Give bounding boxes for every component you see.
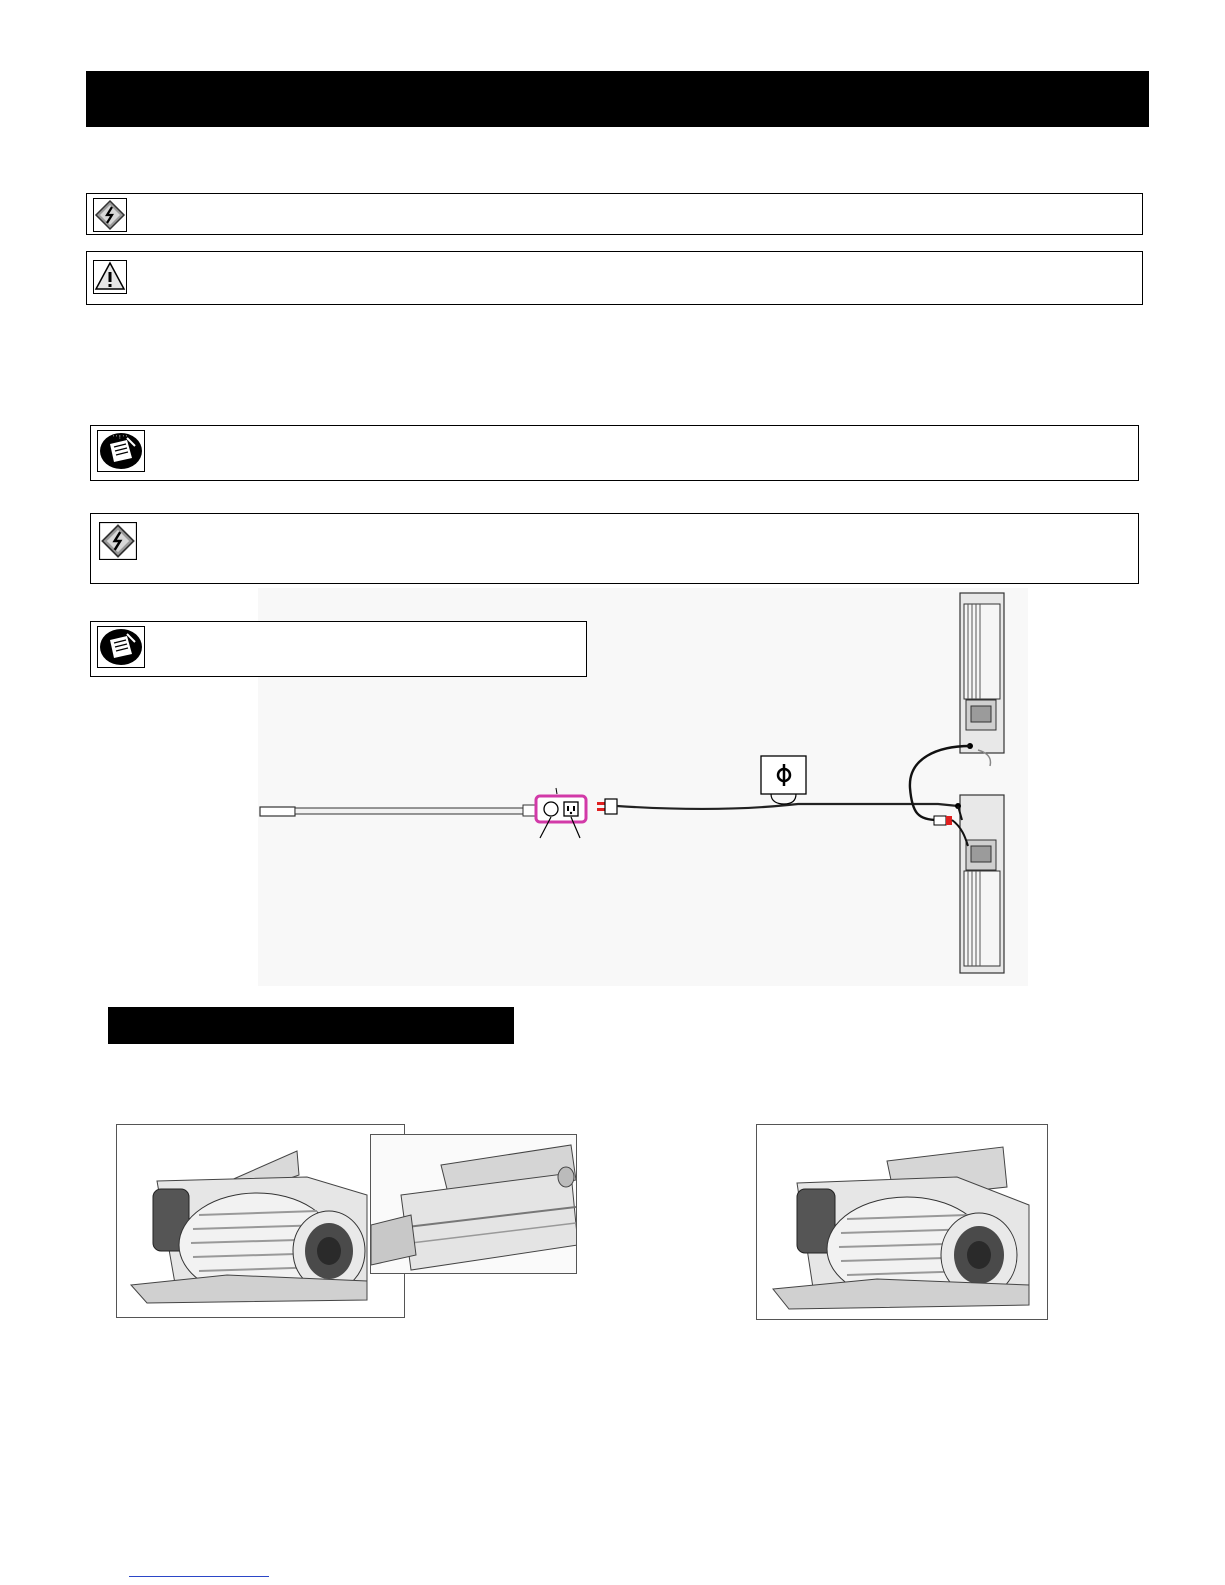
control-box xyxy=(536,788,586,838)
blower-fan-closeup-photo xyxy=(370,1134,577,1274)
warning-icon xyxy=(93,260,127,294)
page-title-bar xyxy=(86,71,1149,127)
warning-notice xyxy=(86,251,1143,305)
thermostat-symbol-label xyxy=(761,756,806,804)
electrical-hazard-icon xyxy=(93,198,127,232)
upper-blower-fan xyxy=(960,593,1004,753)
svg-text:' ' ! ' ': ' ' ! ' ' xyxy=(113,435,127,441)
power-plug xyxy=(597,799,617,814)
blower-fan-illustration xyxy=(117,1125,405,1318)
notice-text xyxy=(147,252,1134,304)
notice-text xyxy=(151,514,1130,583)
blower-fan-photo-right xyxy=(756,1124,1048,1320)
temperature-probe xyxy=(260,805,537,816)
blower-fan-illustration xyxy=(757,1125,1048,1320)
notice-text xyxy=(147,194,1134,234)
lower-blower-fan xyxy=(955,795,1004,973)
fan-housing-closeup-illustration xyxy=(371,1135,577,1274)
electrical-notice xyxy=(86,193,1143,235)
note-icon xyxy=(97,430,145,472)
note-icon xyxy=(97,626,145,668)
blower-fan-photo-left xyxy=(116,1124,405,1318)
note-notice xyxy=(90,425,1139,481)
footer-link[interactable] xyxy=(129,1576,269,1577)
wiring-diagram xyxy=(258,588,1028,986)
notice-text xyxy=(151,426,1130,480)
electrical-hazard-icon xyxy=(99,522,137,560)
electrical-notice xyxy=(90,513,1139,584)
section-title-bar xyxy=(108,1007,514,1044)
